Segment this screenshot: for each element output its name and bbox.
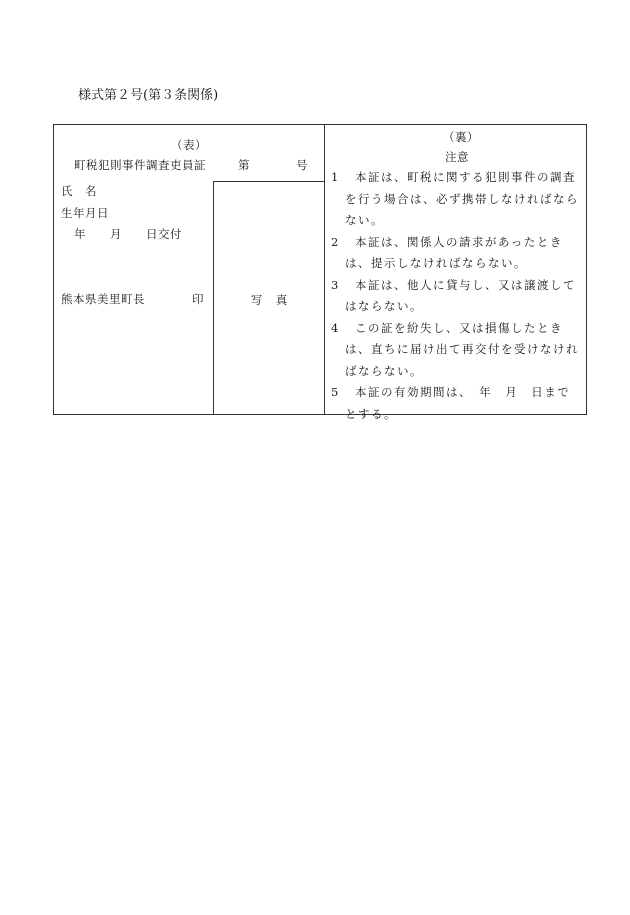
note-item [331, 167, 583, 232]
note-text: 本証は、町税に関する犯則事件の調査を行う場合は、必ず携帯しなければならない。 [345, 170, 579, 227]
card-front [54, 125, 325, 414]
note-item [331, 382, 583, 425]
front-side-label: （表） [171, 138, 207, 152]
issue-date-label: 年 月 日交付 [74, 227, 182, 241]
id-card-form [53, 124, 587, 421]
note-number: 3 [331, 277, 340, 292]
name-label: 氏 名 [61, 184, 97, 198]
note-text: この証を紛失し、又は損傷したときは、直ちに届け出て再交付を受けなければならない。 [345, 320, 579, 378]
card-title: 町税犯則事件調査吏員証 [74, 158, 206, 172]
notes-list [331, 167, 583, 425]
note-text: 本証は、他人に貸与し、又は譲渡してはならない。 [345, 277, 576, 313]
photo-box [213, 181, 325, 415]
note-number: 2 [331, 234, 340, 249]
form-title: 様式第２号(第３条関係) [78, 88, 219, 103]
number-suffix: 号 [296, 158, 308, 172]
note-item [331, 318, 583, 383]
photo-label: 写 真 [250, 293, 289, 307]
note-number: 1 [331, 170, 340, 184]
note-number: 4 [331, 320, 340, 335]
note-text: 本証は、関係人の請求があったときは、提示しなければならない。 [345, 234, 563, 270]
note-item [331, 232, 583, 275]
issuer-label: 熊本県美里町長 [61, 292, 145, 306]
notes-heading: 注意 [445, 150, 469, 164]
note-number: 5 [331, 385, 340, 399]
seal-label: 印 [192, 292, 204, 306]
birth-date-label: 生年月日 [61, 206, 109, 220]
card-back [325, 125, 586, 421]
back-side-label: （裏） [443, 130, 479, 144]
number-prefix: 第 [238, 158, 250, 172]
note-item [331, 275, 583, 318]
note-text: 本証の有効期間は、 年 月 日までとする。 [345, 385, 571, 421]
